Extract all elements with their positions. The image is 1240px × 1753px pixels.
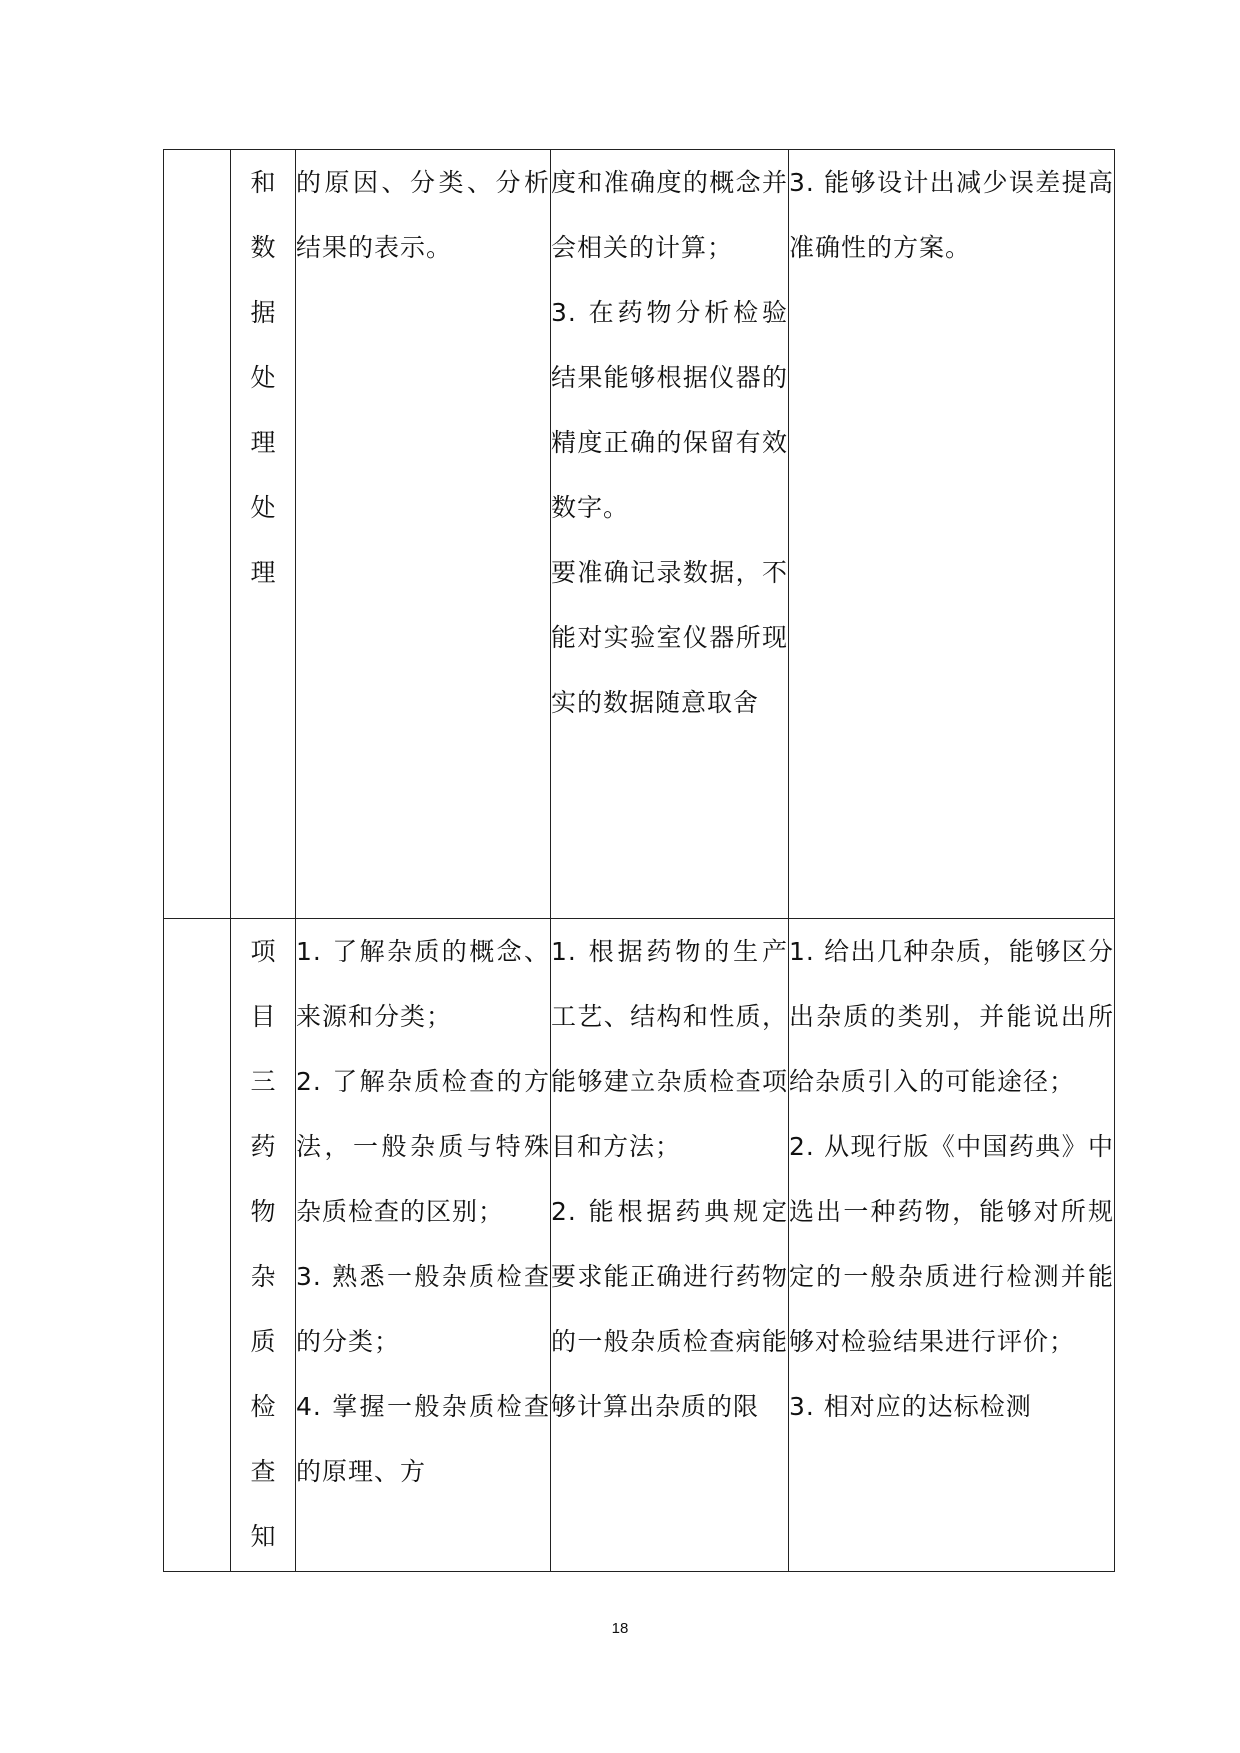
skill-item: 要准确记录数据，不能对实验室仪器所现实的数据随意取舍: [551, 558, 788, 717]
title-char: 理: [250, 428, 276, 457]
title-char: 杂: [250, 1262, 276, 1291]
goal-item: 3. 相对应的达标检测: [789, 1392, 1032, 1421]
title-char: 检: [250, 1392, 276, 1421]
blank-cell: [164, 919, 231, 1572]
title-char: 和: [250, 168, 276, 197]
knowledge-item: 的原因、分类、分析结果的表示。: [296, 168, 550, 262]
skill-item: 度和准确度的概念并会相关的计算；: [551, 168, 788, 262]
module-title-cell: [231, 919, 296, 1572]
title-char: 目: [250, 1002, 276, 1031]
goal-item: 1. 给出几种杂质，能够区分出杂质的类别，并能说出所给杂质引入的可能途径；: [789, 937, 1114, 1096]
title-char: 项: [250, 937, 276, 966]
table-row: [164, 150, 1115, 919]
knowledge-item: 3. 熟悉一般杂质检查的分类；: [296, 1262, 550, 1356]
skills-cell: [551, 919, 789, 1572]
skill-item: 2. 能根据药典规定要求能正确进行药物的一般杂质检查病能够计算出杂质的限: [551, 1197, 788, 1421]
page-number: 18: [611, 1620, 629, 1637]
title-char: 知: [250, 1522, 276, 1551]
title-char: 理: [250, 558, 276, 587]
goals-cell: [789, 150, 1115, 919]
knowledge-item: 2. 了解杂质检查的方法，一般杂质与特殊杂质检查的区别；: [296, 1067, 550, 1226]
title-char: 药: [250, 1132, 276, 1161]
blank-cell: [164, 150, 231, 919]
skills-cell: [551, 150, 789, 919]
knowledge-item: 4. 掌握一般杂质检查的原理、方: [296, 1392, 550, 1486]
knowledge-item: 1. 了解杂质的概念、来源和分类；: [296, 937, 550, 1031]
title-char: 物: [250, 1197, 276, 1226]
table-row: [164, 919, 1115, 1572]
goals-cell: [789, 919, 1115, 1572]
module-title-cell: [231, 150, 296, 919]
title-char: 三: [250, 1067, 276, 1096]
title-char: 据: [250, 298, 276, 327]
goal-item: 2. 从现行版《中国药典》中选出一种药物，能够对所规定的一般杂质进行检测并能够对检验结果进行评价；: [789, 1132, 1114, 1356]
goal-item: 3. 能够设计出减少误差提高准确性的方案。: [789, 168, 1114, 262]
title-char: 质: [250, 1327, 276, 1356]
title-char: 查: [250, 1457, 276, 1486]
title-char: 处: [250, 493, 276, 522]
knowledge-cell: [296, 150, 551, 919]
skill-item: 3. 在药物分析检验结果能够根据仪器的精度正确的保留有效数字。: [551, 298, 788, 522]
title-char: 数: [250, 233, 276, 262]
knowledge-cell: [296, 919, 551, 1572]
title-char: 处: [250, 363, 276, 392]
curriculum-table: [163, 149, 1115, 1572]
skill-item: 1. 根据药物的生产工艺、结构和性质，能够建立杂质检查项目和方法；: [551, 937, 788, 1161]
